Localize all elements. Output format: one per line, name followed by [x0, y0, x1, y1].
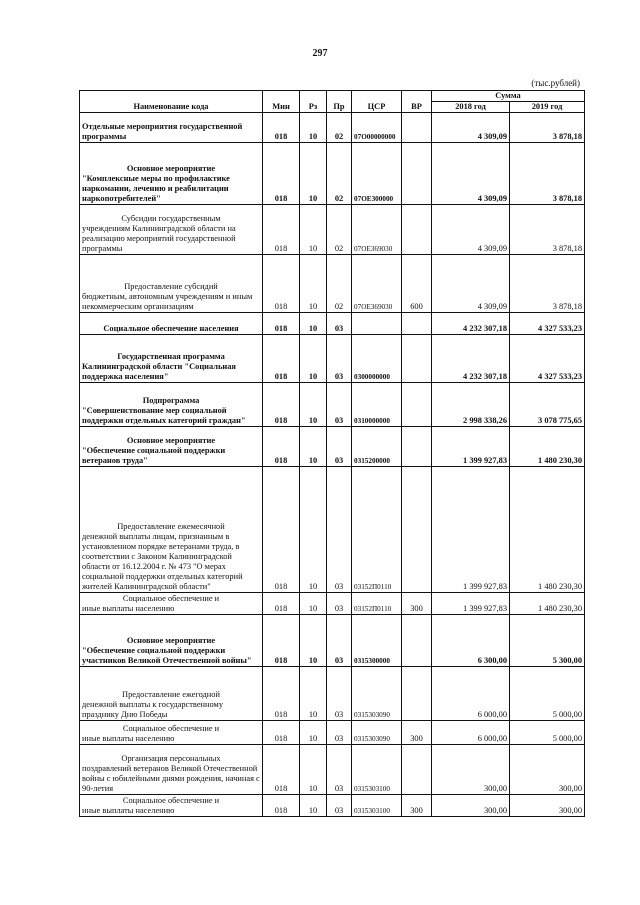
- table-row: [80, 721, 585, 745]
- row-name-text: "Обеспечение социальной поддержки участников Великой Отечественной войны": [82, 646, 252, 665]
- cell-y2019: 4 327 533,23: [510, 313, 585, 335]
- cell-csr: 03152П0110: [352, 593, 402, 615]
- cell-y2018: 300,00: [432, 745, 510, 795]
- row-name-lead: Основное мероприятие: [126, 436, 216, 445]
- row-name: [80, 467, 263, 593]
- cell-pr: 02: [327, 143, 352, 205]
- cell-pr: 03: [327, 615, 352, 667]
- header-csr: ЦСР: [352, 91, 402, 113]
- cell-y2019: 300,00: [510, 745, 585, 795]
- row-name-lead: Социальное обеспечение и: [122, 594, 220, 603]
- cell-pr: 03: [327, 795, 352, 817]
- table-row: [80, 615, 585, 667]
- header-name: Наименование кода: [80, 91, 263, 113]
- row-name-text: Отдельные мероприятия государственной программы: [82, 122, 243, 141]
- cell-rz: 10: [300, 593, 327, 615]
- row-name-text: "Комплексные меры по профилактике наркомании, лечению и реабилитации наркопотребителей": [82, 174, 230, 203]
- cell-vr: [402, 335, 432, 383]
- cell-vr: [402, 143, 432, 205]
- table-row: [80, 143, 585, 205]
- cell-min: 018: [263, 467, 300, 593]
- cell-y2019: 5 000,00: [510, 721, 585, 745]
- cell-csr: 0315300000: [352, 615, 402, 667]
- cell-pr: 02: [327, 205, 352, 255]
- cell-rz: 10: [300, 255, 327, 313]
- row-name-lead: Организация персональных: [121, 754, 221, 763]
- cell-pr: 03: [327, 667, 352, 721]
- cell-rz: 10: [300, 667, 327, 721]
- row-name: [80, 113, 263, 143]
- row-name: [80, 795, 263, 817]
- cell-y2019: 1 480 230,30: [510, 593, 585, 615]
- cell-pr: 03: [327, 335, 352, 383]
- cell-min: 018: [263, 313, 300, 335]
- cell-y2018: 6 300,00: [432, 615, 510, 667]
- cell-rz: 10: [300, 113, 327, 143]
- row-name-lead: Подпрограмма: [142, 396, 200, 405]
- cell-vr: [402, 313, 432, 335]
- cell-y2019: 5 300,00: [510, 615, 585, 667]
- cell-vr: 300: [402, 593, 432, 615]
- cell-min: 018: [263, 383, 300, 427]
- cell-vr: [402, 113, 432, 143]
- row-name-lead: Основное мероприятие: [126, 164, 216, 173]
- row-name-text: денежной выплаты к государственному празднику Дню Победы: [82, 700, 224, 719]
- header-vr: ВР: [402, 91, 432, 113]
- row-name: [80, 615, 263, 667]
- row-name: [80, 335, 263, 383]
- cell-y2019: 3 078 775,65: [510, 383, 585, 427]
- row-name-lead: Субсидии государственным: [121, 214, 221, 223]
- table-row: [80, 795, 585, 817]
- cell-pr: 02: [327, 255, 352, 313]
- cell-y2019: 3 878,18: [510, 255, 585, 313]
- cell-pr: 02: [327, 113, 352, 143]
- table-row: [80, 113, 585, 143]
- cell-y2018: 4 309,09: [432, 205, 510, 255]
- cell-rz: 10: [300, 427, 327, 467]
- table-row: [80, 745, 585, 795]
- row-name: [80, 313, 263, 335]
- row-name-lead: Предоставление ежегодной: [122, 690, 220, 699]
- cell-y2018: 4 309,09: [432, 113, 510, 143]
- table-row: [80, 593, 585, 615]
- cell-csr: 0300000000: [352, 335, 402, 383]
- row-name-text: "Совершенствование мер социальной поддержки отдельных категорий граждан": [82, 406, 246, 425]
- cell-y2018: 300,00: [432, 795, 510, 817]
- row-name: [80, 745, 263, 795]
- row-name: [80, 427, 263, 467]
- row-name-lead: Государственная программа: [117, 352, 225, 361]
- cell-y2018: 1 399 927,83: [432, 593, 510, 615]
- cell-vr: 300: [402, 795, 432, 817]
- cell-min: 018: [263, 255, 300, 313]
- cell-pr: 03: [327, 593, 352, 615]
- cell-rz: 10: [300, 745, 327, 795]
- row-name: [80, 383, 263, 427]
- cell-y2018: 1 399 927,83: [432, 427, 510, 467]
- cell-rz: 10: [300, 143, 327, 205]
- cell-pr: 03: [327, 745, 352, 795]
- cell-csr: 0315303100: [352, 745, 402, 795]
- table-row: [80, 313, 585, 335]
- cell-csr: 0310000000: [352, 383, 402, 427]
- cell-y2019: 1 480 230,30: [510, 467, 585, 593]
- cell-rz: 10: [300, 721, 327, 745]
- header-pr: Пр: [327, 91, 352, 113]
- cell-pr: 03: [327, 467, 352, 593]
- table-row: [80, 667, 585, 721]
- cell-min: 018: [263, 795, 300, 817]
- row-name-text: иные выплаты населению: [82, 734, 175, 743]
- cell-min: 018: [263, 113, 300, 143]
- header-2019: 2019 год: [510, 102, 585, 113]
- cell-csr: 0315303100: [352, 795, 402, 817]
- cell-csr: 03152П0110: [352, 467, 402, 593]
- cell-y2018: 2 998 338,26: [432, 383, 510, 427]
- row-name: [80, 721, 263, 745]
- cell-min: 018: [263, 745, 300, 795]
- cell-vr: [402, 205, 432, 255]
- cell-min: 018: [263, 721, 300, 745]
- row-name-text: учреждениям Калининградской области на реализацию мероприятий государственной программы: [82, 224, 236, 253]
- cell-y2019: 300,00: [510, 795, 585, 817]
- cell-rz: 10: [300, 205, 327, 255]
- cell-pr: 03: [327, 427, 352, 467]
- cell-csr: 0315303090: [352, 721, 402, 745]
- cell-pr: 03: [327, 721, 352, 745]
- row-name-text: иные выплаты населению: [82, 604, 175, 613]
- row-name-lead: Социальное обеспечение и: [122, 796, 220, 805]
- row-name-text: бюджетным, автономным учреждениям и иным некоммерческим организациям: [82, 292, 253, 311]
- cell-y2018: 4 309,09: [432, 143, 510, 205]
- table-row: [80, 427, 585, 467]
- cell-vr: [402, 427, 432, 467]
- header-rz: Рз: [300, 91, 327, 113]
- cell-y2019: 4 327 533,23: [510, 335, 585, 383]
- row-name-lead: Предоставление ежемесячной: [117, 522, 225, 531]
- cell-rz: 10: [300, 467, 327, 593]
- cell-vr: 300: [402, 721, 432, 745]
- row-name: [80, 143, 263, 205]
- row-name-text: "Обеспечение социальной поддержки ветеранов труда": [82, 446, 226, 465]
- table-row: [80, 335, 585, 383]
- row-name-text: Калининградской области "Социальная поддержка населения": [82, 362, 236, 381]
- cell-rz: 10: [300, 795, 327, 817]
- row-name-text: иные выплаты населению: [82, 806, 175, 815]
- cell-rz: 10: [300, 383, 327, 427]
- cell-vr: [402, 745, 432, 795]
- cell-csr: 0315200000: [352, 427, 402, 467]
- row-name-lead: Предоставление субсидий: [124, 282, 218, 291]
- cell-csr: 07О00000000: [352, 113, 402, 143]
- units-label: (тыс.рублей): [531, 78, 580, 88]
- cell-y2019: 1 480 230,30: [510, 427, 585, 467]
- table-row: [80, 467, 585, 593]
- cell-min: 018: [263, 427, 300, 467]
- cell-vr: [402, 615, 432, 667]
- row-name-lead: Социальное обеспечение и: [122, 724, 220, 733]
- row-name: [80, 667, 263, 721]
- header-sum: Сумма: [432, 91, 585, 102]
- row-name: [80, 255, 263, 313]
- table-row: [80, 205, 585, 255]
- table-row: [80, 255, 585, 313]
- cell-min: 018: [263, 143, 300, 205]
- cell-rz: 10: [300, 313, 327, 335]
- cell-rz: 10: [300, 335, 327, 383]
- cell-y2019: 3 878,18: [510, 113, 585, 143]
- cell-csr: [352, 313, 402, 335]
- row-name-text: поздравлений ветеранов Великой Отечественной войны с юбилейными днями рождения, начиная с 90-летия: [82, 764, 260, 793]
- cell-y2018: 4 232 307,18: [432, 313, 510, 335]
- cell-vr: [402, 467, 432, 593]
- cell-pr: 03: [327, 383, 352, 427]
- cell-y2018: 6 000,00: [432, 667, 510, 721]
- row-name-lead: Основное мероприятие: [126, 636, 216, 645]
- cell-y2019: 3 878,18: [510, 143, 585, 205]
- cell-csr: 07ОЕ369030: [352, 255, 402, 313]
- budget-table: [79, 90, 585, 817]
- cell-min: 018: [263, 615, 300, 667]
- cell-y2018: 6 000,00: [432, 721, 510, 745]
- cell-csr: 07ОЕ369030: [352, 205, 402, 255]
- cell-y2018: 4 309,09: [432, 255, 510, 313]
- cell-rz: 10: [300, 615, 327, 667]
- cell-vr: [402, 667, 432, 721]
- cell-csr: 0315303090: [352, 667, 402, 721]
- page-number: 297: [312, 48, 328, 59]
- cell-y2019: 5 000,00: [510, 667, 585, 721]
- row-name: [80, 205, 263, 255]
- cell-y2019: 3 878,18: [510, 205, 585, 255]
- row-name-text: денежной выплаты лицам, признанным в установленном порядке ветеранами труда, в соответствии с Законом Калининградской области от 16.12.2004 г. № 473 "О мерах социальной поддержки отдельных категорий жителей Калининградской области": [82, 532, 243, 591]
- cell-min: 018: [263, 335, 300, 383]
- cell-min: 018: [263, 593, 300, 615]
- cell-vr: 600: [402, 255, 432, 313]
- cell-pr: 03: [327, 313, 352, 335]
- cell-csr: 07ОЕ300000: [352, 143, 402, 205]
- header-2018: 2018 год: [432, 102, 510, 113]
- cell-min: 018: [263, 667, 300, 721]
- cell-y2018: 4 232 307,18: [432, 335, 510, 383]
- row-name: [80, 593, 263, 615]
- table-row: [80, 383, 585, 427]
- row-name-text: Социальное обеспечение населения: [103, 324, 239, 333]
- cell-vr: [402, 383, 432, 427]
- cell-y2018: 1 399 927,83: [432, 467, 510, 593]
- header-min: Мин: [263, 91, 300, 113]
- cell-min: 018: [263, 205, 300, 255]
